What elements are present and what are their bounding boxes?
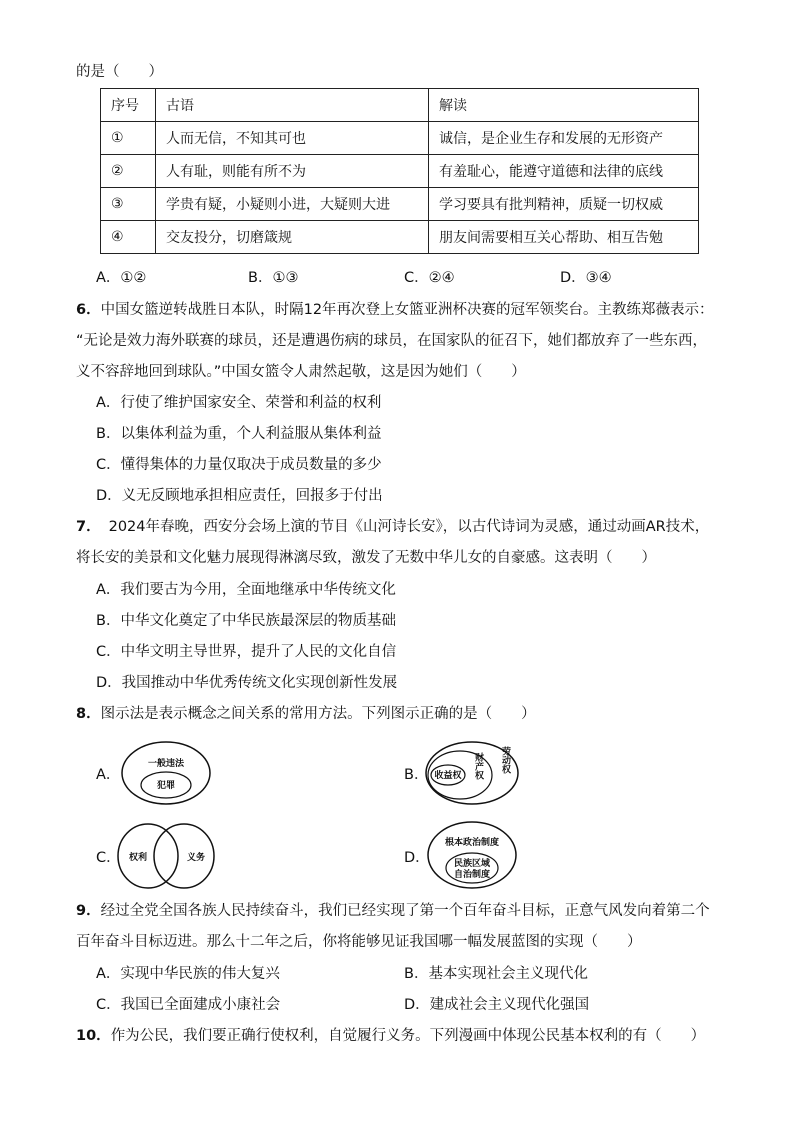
table-cell: 有羞耻心，能遵守道德和法律的底线 xyxy=(429,155,699,188)
q9-text: 经过全党全国各族人民持续奋斗，我们已经实现了第一个百年奋斗目标，正意气风发向着第二个 xyxy=(100,903,710,919)
q7-option-d: D．我国推动中华优秀传统文化实现创新性发展 xyxy=(96,675,398,691)
diagram-d-outer-label: 根本政治制度 xyxy=(444,838,500,848)
q6-stem-line-3: 义不容辞地回到球队。”中国女篮令人肃然起敬，这是因为她们（ ） xyxy=(76,364,526,380)
question-number: 9． xyxy=(76,903,101,919)
q8-option-c-label: C． xyxy=(96,850,121,866)
q9-stem-line-2: 百年奋斗目标迈进。那么十二年之后，你将能够见证我国哪一幅发展蓝图的实现（ ） xyxy=(76,934,642,950)
table-cell: 人而无信，不知其可也 xyxy=(156,122,429,155)
table-cell: 学贵有疑，小疑则小进，大疑则大进 xyxy=(156,188,429,221)
table-cell: ④ xyxy=(101,221,156,254)
q5-option-d: D．③④ xyxy=(560,270,612,286)
q8-option-b-label: B． xyxy=(404,767,429,783)
table-row xyxy=(101,221,699,254)
diagram-d-inner-label-2: 自治制度 xyxy=(453,870,491,880)
q8-stem xyxy=(76,704,536,724)
diagram-d-inner-label-1: 民族区域 xyxy=(453,859,491,869)
table-header: 序号 xyxy=(101,89,156,122)
diagram-b-innermost-label: 收益权 xyxy=(434,771,462,781)
q6-text: 中国女篮逆转战胜日本队，时隔12年再次登上女篮亚洲杯决赛的冠军领奖台。主教练郑薇表示： xyxy=(100,302,714,318)
question-number: 6． xyxy=(76,302,101,318)
q7-option-c: C．中华文明主导世界，提升了人民的文化自信 xyxy=(96,644,397,660)
table-cell: 学习要具有批判精神，质疑一切权威 xyxy=(429,188,699,221)
q7-option-a: A．我们要古为今用，全面地继承中华传统文化 xyxy=(96,582,396,598)
table-cell: ② xyxy=(101,155,156,188)
q9-stem-line-1 xyxy=(76,901,710,921)
diagram-c xyxy=(116,822,216,890)
table-cell: 诚信，是企业生存和发展的无形资产 xyxy=(429,122,699,155)
diagram-b-outer-label: 劳动权 xyxy=(500,746,510,774)
q8-option-a-label: A． xyxy=(96,767,121,783)
q5-table xyxy=(100,88,699,254)
q6-stem-line-1 xyxy=(76,300,714,320)
q5-option-b: B．①③ xyxy=(248,270,299,286)
question-number: 8． xyxy=(76,706,101,722)
q6-option-a: A．行使了维护国家安全、荣誉和利益的权利 xyxy=(96,395,382,411)
q5-stem-tail: 的是（ ） xyxy=(76,64,163,80)
q8-option-d-label: D． xyxy=(404,850,430,866)
diagram-c-right-label: 义务 xyxy=(186,853,206,863)
q6-option-b: B．以集体利益为重，个人利益服从集体利益 xyxy=(96,426,382,442)
q7-stem-line-1 xyxy=(76,517,709,537)
q9-option-a: A．实现中华民族的伟大复兴 xyxy=(96,966,280,982)
diagram-b-middle-label: 财产权 xyxy=(473,752,483,780)
diagram-d xyxy=(426,820,518,890)
table-cell: 交友投分，切磨箴规 xyxy=(156,221,429,254)
diagram-c-left-label: 权利 xyxy=(128,853,148,863)
q6-stem-line-2: “无论是效力海外联赛的球员，还是遭遇伤病的球员，在国家队的征召下，她们都放弃了一些东西， xyxy=(76,333,708,349)
q10-stem xyxy=(76,1026,705,1046)
q6-option-d: D．义无反顾地承担相应责任，回报多于付出 xyxy=(96,488,383,504)
q7-stem-line-2: 将长安的美景和文化魅力展现得淋漓尽致，激发了无数中华儿女的自豪感。这表明（ ） xyxy=(76,550,656,566)
question-number: 7． xyxy=(76,519,101,535)
q9-option-c: C．我国已全面建成小康社会 xyxy=(96,997,281,1013)
q9-option-d: D．建成社会主义现代化强国 xyxy=(404,997,590,1013)
table-header-row xyxy=(101,89,699,122)
table-cell: 人有耻，则能有所不为 xyxy=(156,155,429,188)
q7-option-b: B．中华文化奠定了中华民族最深层的物质基础 xyxy=(96,613,396,629)
diagram-a xyxy=(120,740,212,806)
table-header: 古语 xyxy=(156,89,429,122)
q5-option-c: C．②④ xyxy=(404,270,455,286)
table-row xyxy=(101,188,699,221)
diagram-a-inner-label: 犯罪 xyxy=(156,781,176,791)
q7-text: 2024年春晚，西安分会场上演的节目《山河诗长安》，以古代诗词为灵感，通过动画AR技术， xyxy=(108,519,710,535)
q6-option-c: C．懂得集体的力量仅取决于成员数量的多少 xyxy=(96,457,382,473)
table-cell: ① xyxy=(101,122,156,155)
q8-text: 图示法是表示概念之间关系的常用方法。下列图示正确的是（ ） xyxy=(100,706,536,722)
table-row xyxy=(101,122,699,155)
diagram-a-outer-label: 一般违法 xyxy=(147,759,185,769)
q9-option-b: B．基本实现社会主义现代化 xyxy=(404,966,588,982)
table-header: 解读 xyxy=(429,89,699,122)
question-number: 10． xyxy=(76,1028,111,1044)
table-row xyxy=(101,155,699,188)
q10-text: 作为公民，我们要正确行使权利，自觉履行义务。下列漫画中体现公民基本权利的有（ ） xyxy=(110,1028,706,1044)
diagram-b xyxy=(424,740,520,806)
table-cell: 朋友间需要相互关心帮助、相互告勉 xyxy=(429,221,699,254)
table-cell: ③ xyxy=(101,188,156,221)
q5-option-a: A．①② xyxy=(96,270,147,286)
